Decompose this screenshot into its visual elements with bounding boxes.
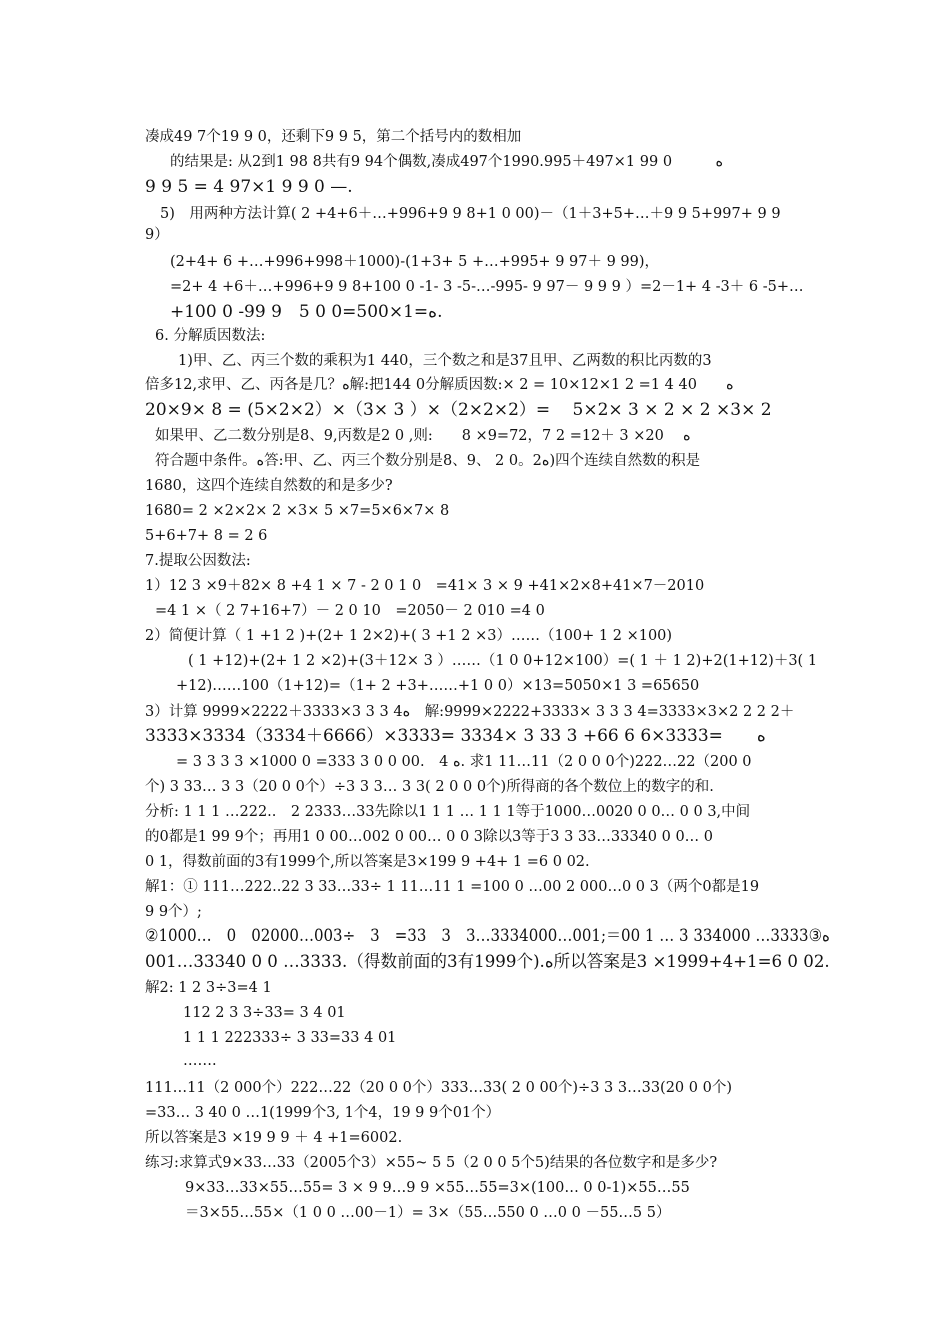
text-line-39: 111…11（2 000个）222…22（20 0 0个）333…33( 2 0 00个)÷3 3 3…33(20 0 0个): [145, 1080, 732, 1096]
text-line-35: 解2: 1 2 3÷3=4 1: [145, 980, 272, 996]
text-line-14: 符合题中条件。ه答:甲、乙、丙三个数分别是8、9、 2 0。2ه)四个连续自然数的积是: [155, 453, 701, 469]
text-line-19: 1）12 3 ×9＋82× 8 +4 1 × 7 - 2 0 1 0 =41× 3 × 9 +41×2×8+41×7－2010: [145, 578, 705, 594]
section-heading-7: 7.提取公因数法:: [145, 553, 251, 569]
text-line-44: ＝3×55…55×（1 0 0 …00－1）= 3×（55…550 0 …0 0 －55…5 5）: [185, 1205, 671, 1221]
text-line-17: 5+6+7+ 8 = 2 6: [145, 528, 268, 544]
text-line-1: 凑成49 7个19 9 0，还剩下9 9 5，第二个括号内的数相加: [145, 129, 522, 145]
text-line-4: 5) 用两种方法计算( 2 +4+6＋…+996+9 9 8+1 0 00)－（1＋3+5+…＋9 9 5+997+ 9 9: [160, 206, 781, 222]
text-line-8: +100 0 -99 9 5 0 0=500×1=ه.: [170, 302, 443, 322]
text-line-26: = 3 3 3 3 ×1000 0 =333 3 0 0 00. 4 ه. 求1 11…11（2 0 0 0个)222…22（200 0: [176, 754, 752, 770]
text-line-7: =2+ 4 +6＋…+996+9 9 8+100 0 -1- 3 -5-…-995- 9 97－ 9 9 9 ）=2－1+ 4 -3＋ 6 -5+…: [170, 279, 804, 295]
text-line-33: ②1000… 0 02000…003÷ 3 =33 3 3…3334000…001;＝00 1 … 3 334000 …3333③ه: [145, 926, 830, 946]
text-line-36: 112 2 3 3÷33= 3 4 01: [183, 1005, 346, 1021]
text-line-24: 3）计算 9999×2222＋3333×3 3 3 4ه 解:9999×2222+3333× 3 3 3 4=3333×3×2 2 2 2＋: [145, 704, 795, 720]
text-line-2: 的结果是: 从2到1 98 8共有9 94个偶数,凑成497个1990.995＋497×1 99 0 ه: [170, 154, 724, 170]
text-line-31: 解1：① 111…222..22 3 33…33÷ 1 11…11 1 =100 0 …00 2 000…0 0 3（两个0都是19: [145, 879, 760, 895]
text-line-16: 1680= 2 ×2×2× 2 ×3× 5 ×7=5×6×7× 8: [145, 503, 450, 519]
text-line-42: 练习:求算式9×33…33（2005个3）×55~ 5 5（2 0 0 5个5)结果的各位数字和是多少?: [145, 1155, 718, 1171]
text-line-43: 9×33…33×55…55= 3 × 9 9…9 9 ×55…55=3×(100… 0 0-1)×55…55: [185, 1180, 690, 1196]
text-line-5: 9）: [145, 227, 169, 243]
text-line-12: 20×9× 8 = (5×2×2）×（3× 3 ）×（2×2×2）= 5×2× 3 × 2 × 2 ×3× 2: [145, 400, 772, 420]
text-line-11: 倍多12,求甲、乙、丙各是几？ه解:把144 0分解质因数:× 2 = 10×12×1 2 =1 4 40 ه: [145, 377, 734, 393]
text-line-25: 3333×3334（3334＋6666）×3333= 3334× 3 33 3 +66 6 6×3333= ه: [145, 726, 766, 746]
text-line-29: 的0都是1 99 9个；再用1 0 00…002 0 00… 0 0 3除以3等于3 3 33…33340 0 0… 0: [145, 829, 714, 845]
text-line-28: 分析: 1 1 1 …222.. 2 2333…33先除以1 1 1 … 1 1 1等于1000…0020 0 0… 0 0 3,中间: [145, 804, 751, 820]
text-line-32: 9 9个）;: [145, 904, 202, 920]
text-line-22: ( 1 +12)+(2+ 1 2 ×2)+(3＋12× 3 ）……（1 0 0+12×100）=( 1 ＋ 1 2)+2(1+12)＋3( 1: [188, 653, 818, 669]
text-line-40: =33… 3 40 0 …1(1999个3, 1个4，19 9 9个01个）: [145, 1105, 501, 1121]
text-line-41: 所以答案是3 ×19 9 9 ＋ 4 +1=6002.: [145, 1130, 403, 1146]
text-line-38: …….: [183, 1053, 217, 1069]
section-heading-6: 6. 分解质因数法:: [155, 328, 266, 344]
text-line-6: (2+4+ 6 +…+996+998＋1000)-(1+3+ 5 +…+995+ 9 97＋ 9 99)，: [170, 254, 660, 270]
text-line-13: 如果甲、乙二数分别是8、9,丙数是2 0 ,则: 8 ×9=72，7 2 =12＋ 3 ×20 ه: [155, 428, 691, 444]
text-line-27: 个) 3 33… 3 3（20 0 0个）÷3 3 3… 3 3( 2 0 0 0个)所得商的各个数位上的数字的和.: [145, 779, 714, 795]
text-line-3: 9 9 5 = 4 97×1 9 9 0 —.: [145, 177, 353, 197]
text-line-10: 1)甲、乙、丙三个数的乘积为1 440，三个数之和是37且甲、乙两数的积比丙数的3: [178, 353, 712, 369]
text-line-30: 0 1，得数前面的3有1999个,所以答案是3×199 9 +4+ 1 =6 0 02.: [145, 854, 590, 870]
text-line-20: =4 1 ×（ 2 7+16+7）－ 2 0 10 =2050－ 2 010 =4 0: [155, 603, 545, 619]
text-line-23: +12)……100（1+12)=（1+ 2 +3+……+1 0 0）×13=5050×1 3 =65650: [176, 678, 700, 694]
text-line-34: 001…33340 0 0 …3333.（得数前面的3有1999个).ه所以答案是3 ×1999+4+1=6 0 02.: [145, 952, 830, 972]
text-line-15: 1680，这四个连续自然数的和是多少?: [145, 478, 393, 494]
text-line-37: 1 1 1 222333÷ 3 33=33 4 01: [183, 1030, 397, 1046]
text-line-21: 2）简便计算（ 1 +1 2 )+(2+ 1 2×2)+( 3 +1 2 ×3）……（100+ 1 2 ×100): [145, 628, 673, 644]
